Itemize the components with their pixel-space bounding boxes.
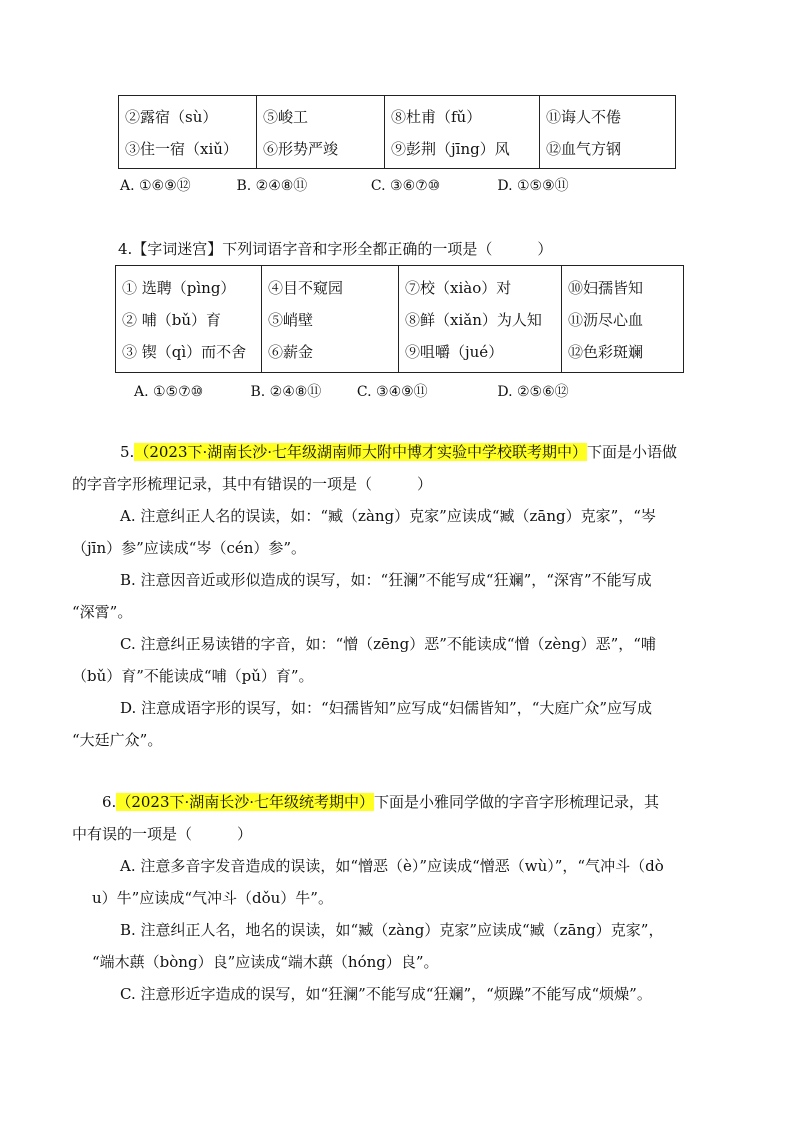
q4-item: ⑥薪金: [268, 343, 314, 361]
q5-number: 5.: [120, 443, 135, 461]
q4-item: ⑪沥尽心血: [568, 311, 644, 329]
q3-table: [118, 95, 676, 169]
q6-stem-line2: 中有误的一项是（ ）: [72, 825, 253, 843]
q3-cell-3: [385, 96, 540, 169]
q3-options: [120, 175, 569, 195]
q5-option-c[interactable]: C. 注意纠正易读错的字音，如：“憎（zēng）恶”不能读成“憎（zèng）恶”，“哺: [120, 635, 656, 653]
q6-block: [72, 786, 724, 1010]
q3-option-a[interactable]: A. ①⑥⑨⑫: [120, 178, 191, 194]
q3-item: ⑥形势严竣: [263, 140, 339, 158]
q4-item: ⑫色彩斑斓: [568, 343, 644, 361]
q5-option-a-cont: （jīn）参”应读成“岑（cén）参”。: [72, 539, 307, 557]
q3-item: ②露宿（sù）: [125, 108, 218, 126]
q6-source-tag: （2023下·湖南长沙·七年级统考期中）: [116, 793, 375, 811]
q4-cell-4: [562, 266, 684, 373]
q5-stem-line1: [72, 436, 724, 468]
q4-option-a[interactable]: A. ①⑤⑦⑩: [134, 384, 204, 400]
q3-item: ⑨彭荆（jīng）风: [391, 140, 510, 158]
q3-option-d[interactable]: D. ①⑤⑨⑪: [497, 178, 569, 194]
q6-option-a[interactable]: A. 注意多音字发音造成的误读，如“憎恶（è）”应读成“憎恶（wù）”，“气冲斗（dò: [120, 857, 664, 875]
q3-cell-1: [119, 96, 257, 169]
q3-option-b[interactable]: B. ②④⑧⑪: [236, 178, 308, 194]
q3-item: ③住一宿（xiǔ）: [125, 140, 238, 158]
q6-stem-text: 下面是小雅同学做的字音字形梳理记录，其: [374, 793, 660, 811]
q3-item: ⑪诲人不倦: [546, 108, 622, 126]
q6-number: 6.: [102, 793, 117, 811]
q3-cell-2: [257, 96, 385, 169]
q4-option-c[interactable]: C. ③④⑨⑪: [356, 384, 428, 400]
q5-option-b-cont: “深霄”。: [72, 603, 133, 621]
q6-stem-line1: [72, 786, 724, 818]
q4-table: [115, 265, 684, 373]
q5-stem-text: 下面是小语做: [587, 443, 678, 461]
q4-item: ⑧鲜（xiǎn）为人知: [405, 311, 542, 329]
q4-stem: 4.【字词迷宫】下列词语字音和字形全都正确的一项是（ ）: [118, 240, 553, 258]
q4-item: ② 哺（bǔ）育: [122, 311, 222, 329]
q5-source-tag: （2023下·湖南长沙·七年级湖南师大附中博才实验中学校联考期中）: [134, 443, 588, 461]
q6-option-b[interactable]: B. 注意纠正人名，地名的误读，如“臧（zàng）克家”应读成“臧（zāng）克家”，: [120, 921, 664, 939]
q4-item: ⑦校（xiào）对: [405, 279, 512, 297]
q5-option-b[interactable]: B. 注意因音近或形似造成的误写，如：“狂澜”不能写成“狂斓”，“深宵”不能写成: [120, 571, 652, 589]
q3-item: ⑤峻工: [263, 108, 309, 126]
q5-stem-line2: 的字音字形梳理记录，其中有错误的一项是（ ）: [72, 475, 433, 493]
q5-option-d[interactable]: D. 注意成语字形的误写，如：“妇孺皆知”应写成“妇儒皆知”，“大庭广众”应写成: [120, 699, 653, 717]
q6-option-b-cont: “端木蕻（bòng）良”应读成“端木蕻（hóng）良”。: [92, 953, 439, 971]
q5-option-a[interactable]: A. 注意纠正人名的误读，如：“臧（zàng）克家”应读成“臧（zāng）克家”，“岑: [120, 507, 656, 525]
q4-item: ⑨咀嚼（jué）: [405, 343, 504, 361]
q4-item: ③ 锲（qì）而不舍: [122, 343, 247, 361]
q3-cell-4: [540, 96, 676, 169]
q4-cell-3: [399, 266, 562, 373]
q4-option-b[interactable]: B. ②④⑧⑪: [250, 384, 322, 400]
q4-item: ④目不窥园: [268, 279, 344, 297]
q3-item: ⑫血气方钢: [546, 140, 622, 158]
q6-option-a-cont: u）牛”应读成“气冲斗（dǒu）牛”。: [92, 889, 333, 907]
q4-option-d[interactable]: D. ②⑤⑥⑫: [497, 384, 569, 400]
q6-option-c[interactable]: C. 注意形近字造成的误写，如“狂澜”不能写成“狂斓”，“烦躁”不能写成“烦燥”。: [120, 985, 652, 1003]
q5-option-c-cont: （bǔ）育”不能读成“哺（pǔ）育”。: [72, 667, 314, 685]
table-row: [116, 266, 684, 373]
q4-item: ⑩妇孺皆知: [568, 279, 644, 297]
q5-option-d-cont: “大廷广众”。: [72, 731, 163, 749]
q4-options: [134, 381, 569, 401]
q3-option-c[interactable]: C. ③⑥⑦⑩: [370, 178, 441, 194]
table-row: [119, 96, 676, 169]
q4-item: ① 选聘（pìng）: [122, 279, 236, 297]
q4-cell-2: [262, 266, 399, 373]
q4-cell-1: [116, 266, 262, 373]
q5-block: [72, 436, 724, 756]
q4-item: ⑤峭壁: [268, 311, 314, 329]
q3-item: ⑧杜甫（fǔ）: [391, 108, 482, 126]
